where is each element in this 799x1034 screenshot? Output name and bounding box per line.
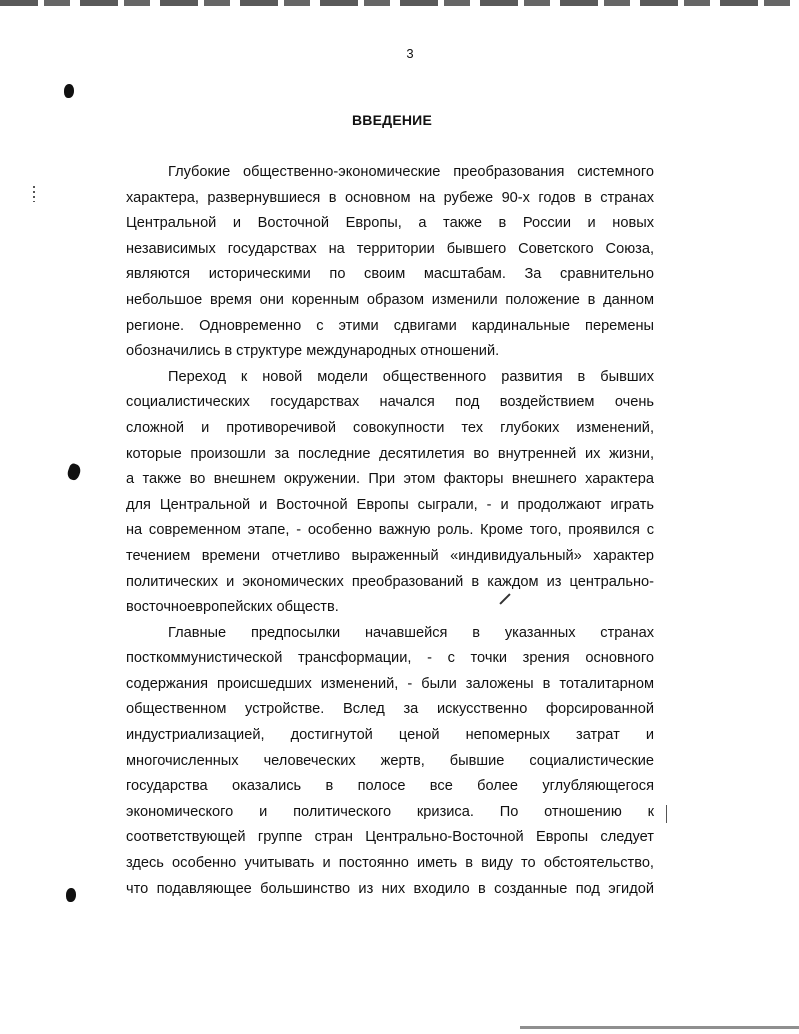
text-line: являются историческими по своим масштабам. За сравнительно [126,266,654,283]
text-line: индустриализацией, достигнутой ценой непомерных затрат и [126,727,654,744]
text-line: многочисленных человеческих жертв, бывшие социалистические [126,752,654,769]
margin-tick [666,805,667,823]
text-line: Центральной и Восточной Европы, а также в России и новых [126,215,654,232]
text-line: Главные предпосылки начавшейся в указанных странах [168,624,654,641]
text-line: социалистических государствах начался под воздействием очень [126,394,654,411]
scan-top-edge [0,0,799,6]
punch-hole-mark [64,84,74,98]
page-number: 3 [406,46,414,61]
page-title: ВВЕДЕНИЕ [352,112,432,128]
text-line: которые произошли за последние десятилетия во внутренней их жизни, [126,445,654,462]
scan-bottom-edge [520,1026,799,1029]
text-line: посткоммунистической трансформации, - с точки зрения основного [126,650,654,667]
body-text [126,160,654,902]
text-line: для Центральной и Восточной Европы сыграли, - и продолжают играть [126,496,654,513]
punch-hole-mark [66,888,76,902]
text-line: характера, развернувшиеся в основном на рубеже 90-х годов в странах [126,189,654,206]
text-line: на современном этапе, - особенно важную роль. Кроме того, проявился с [126,522,654,539]
text-line: здесь особенно учитывать и постоянно иметь в виду то обстоятельство, [126,855,654,872]
text-line: экономического и политического кризиса. По отношению к [126,803,654,820]
text-line: сложной и противоречивой совокупности тех глубоких изменений, [126,419,654,436]
text-line: соответствующей группе стран Центрально-Восточной Европы следует [126,829,654,846]
punch-hole-mark [66,462,83,481]
text-line: что подавляющее большинство из них входило в созданные под эгидой [126,880,654,897]
text-line: регионе. Одновременно с этими сдвигами кардинальные перемены [126,317,654,334]
text-line: восточноевропейских обществ. [126,599,339,616]
text-line: общественном устройстве. Вслед за искусственно форсированной [126,701,654,718]
text-line: небольшое время они коренным образом изменили положение в данном [126,291,654,308]
text-line: Глубокие общественно-экономические преобразования системного [168,164,654,180]
text-line: Переход к новой модели общественного развития в бывших [168,368,654,385]
text-line: а также во внешнем окружении. При этом факторы внешнего характера [126,471,654,488]
text-line: государства оказались в полосе все более углубляющегося [126,778,654,795]
text-line: обозначились в структуре международных отношений. [126,343,500,360]
text-line: политических и экономических преобразований в каждом из центрально- [126,573,654,590]
text-line: течением времени отчетливо выраженный «индивидуальный» характер [126,547,654,564]
text-line: независимых государствах на территории бывшего Советского Союза, [126,240,654,257]
margin-dots [33,186,35,202]
text-line: содержания происшедших изменений, - были заложены в тоталитарном [126,675,654,692]
